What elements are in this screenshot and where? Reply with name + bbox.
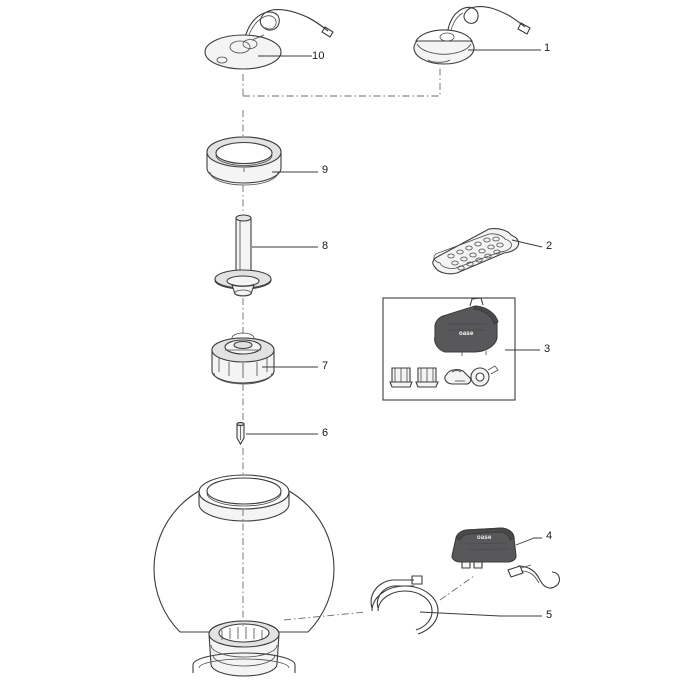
part-collar-ring xyxy=(207,137,281,185)
callout-label-5: 5 xyxy=(546,609,553,621)
part-perforated-tray xyxy=(433,229,519,274)
callout-label-6: 6 xyxy=(322,427,329,439)
callout-label-4: 4 xyxy=(546,530,553,542)
callout-label-8: 8 xyxy=(322,240,329,252)
part-float-ring-with-cable xyxy=(414,7,530,64)
callout-label-10: 10 xyxy=(312,50,325,62)
part-pump-housing xyxy=(212,333,274,384)
callout-label-2: 2 xyxy=(546,240,553,252)
callout-label-7: 7 xyxy=(322,360,329,372)
part-small-pin xyxy=(237,423,244,444)
part-pump-kit-box xyxy=(383,298,515,400)
callout-label-9: 9 xyxy=(322,164,329,176)
part-air-pump xyxy=(452,528,559,588)
callout-label-1: 1 xyxy=(544,42,551,54)
part-sphere-bowl xyxy=(154,475,334,676)
part-riser-tube xyxy=(215,215,271,296)
brand-logo-pump-kit: oase xyxy=(459,331,474,337)
callout-label-3: 3 xyxy=(544,343,551,355)
part-air-hose-coil xyxy=(371,576,438,634)
brand-logo-air-pump: oase xyxy=(477,535,492,541)
